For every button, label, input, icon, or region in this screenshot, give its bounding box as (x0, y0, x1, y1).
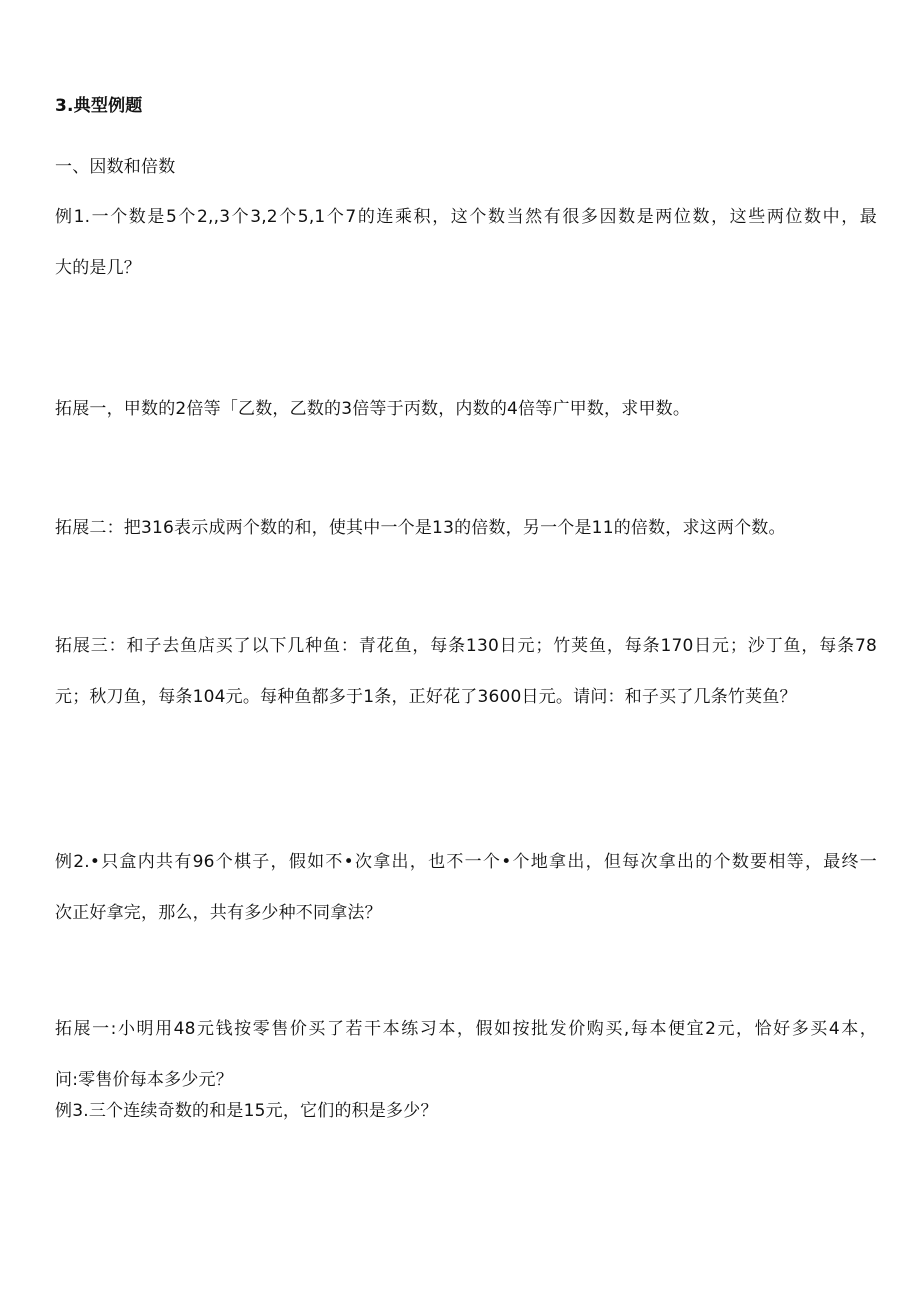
example-1-line-1: 例1.一个数是5个2,,3个3,2个5,1个7的连乘积，这个数当然有很多因数是两位数，这些两位数中，最 (55, 207, 877, 227)
example-2-extension-1-line-2: 问:零售价每本多少元？ (55, 1070, 233, 1090)
extension-3-line-2: 元；秋刀鱼，每条104元。每种鱼都多于1条，正好花了3600日元。请问：和子买了几条竹荚鱼？ (55, 687, 797, 707)
example-2-extension-1-line-1: 拓展一:小明用48元钱按零售价买了若干本练习本，假如按批发价购买,每本便宜2元，恰好多买4本， (55, 1019, 877, 1039)
example-2-line-2: 次正好拿完，那么，共有多少种不同拿法？ (55, 903, 382, 923)
extension-2: 拓展二：把316表示成两个数的和，使其中一个是13的倍数，另一个是11的倍数，求这两个数。 (55, 518, 786, 538)
subsection-title: 一、因数和倍数 (55, 157, 176, 177)
extension-3-line-1: 拓展三：和子去鱼店买了以下几种鱼：青花鱼，每条130日元；竹荚鱼，每条170日元；沙丁鱼，每条78 (55, 636, 877, 656)
section-title: 3.典型例题 (55, 96, 143, 116)
example-1-line-2: 大的是几？ (55, 258, 141, 278)
extension-1: 拓展一，甲数的2倍等「乙数，乙数的3倍等于丙数，内数的4倍等广甲数，求甲数。 (55, 399, 691, 419)
example-2-line-1: 例2.•只盒内共有96个棋子，假如不•次拿出，也不一个•个地拿出，但每次拿出的个数要相等，最终一 (55, 852, 877, 872)
example-3: 例3.三个连续奇数的和是15元，它们的积是多少？ (55, 1101, 438, 1121)
